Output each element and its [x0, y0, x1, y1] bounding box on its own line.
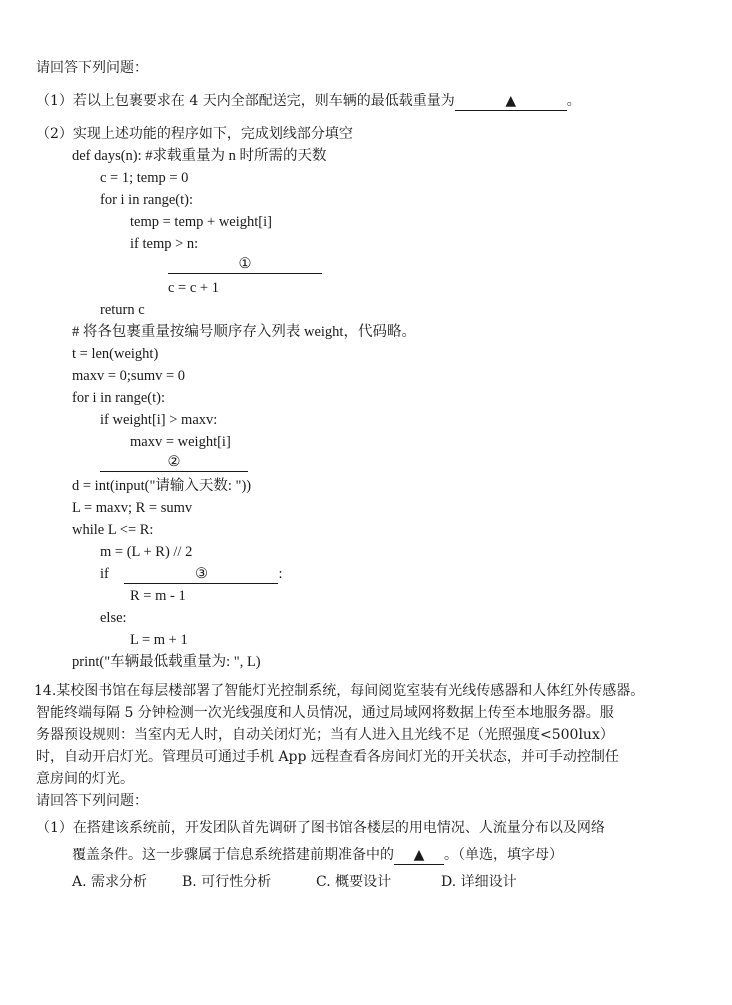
code-line: temp = temp + weight[i]: [130, 214, 272, 230]
code-blank-1[interactable]: [168, 254, 322, 274]
question-text: （1）若以上包裹要求在 4 天内全部配送完，则车辆的最低载重量为: [36, 93, 455, 109]
code-line: m = (L + R) // 2: [100, 544, 193, 560]
option-c[interactable]: C. 概要设计: [316, 874, 392, 890]
question-14-stem: 智能终端每隔 5 分钟检测一次光线强度和人员情况，通过局域网将数据上传至本地服务器。服: [36, 705, 614, 721]
answer-options: [72, 872, 517, 892]
code-line: while L <= R:: [72, 522, 154, 538]
code-line: if temp > n:: [130, 236, 199, 252]
question-14-1-cont: [72, 845, 563, 865]
code-line: t = len(weight): [72, 346, 159, 362]
question-text: 覆盖条件。这一步骤属于信息系统搭建前期准备中的: [72, 847, 394, 863]
answer-prompt: 请回答下列问题：: [36, 793, 148, 809]
code-line: L = maxv; R = sumv: [72, 500, 193, 516]
question-end: 。（单选，填字母）: [444, 847, 563, 863]
option-a[interactable]: A. 需求分析: [72, 874, 148, 890]
code-line: if weight[i] > maxv:: [100, 412, 218, 428]
code-line: for i in range(t):: [100, 192, 194, 208]
code-line: else:: [100, 610, 127, 626]
question-14-stem: 意房间的灯光。: [36, 771, 134, 787]
question-13-2: （2）实现上述功能的程序如下，完成划线部分填空: [36, 126, 353, 142]
answer-blank[interactable]: ▲: [394, 847, 444, 865]
blank-marker-2: ②: [100, 454, 248, 472]
code-line: d = int(input("请输入天数: ")): [72, 478, 252, 494]
question-14-stem: 时，自动开启灯光。管理员可通过手机 App 远程查看各房间灯光的开关状态，并可手动控制任: [36, 749, 619, 765]
code-line: maxv = 0;sumv = 0: [72, 368, 186, 384]
code-blank-3[interactable]: ③: [124, 566, 278, 584]
code-line: c = c + 1: [168, 280, 219, 296]
code-line: c = 1; temp = 0: [100, 170, 189, 186]
question-14-stem: 14.某校图书馆在每层楼部署了智能灯光控制系统，每间阅览室装有光线传感器和人体红外传感器。: [34, 683, 645, 699]
code-line: maxv = weight[i]: [130, 434, 231, 450]
code-line: for i in range(t):: [72, 390, 166, 406]
option-b[interactable]: B. 可行性分析: [182, 874, 272, 890]
code-if-line: [100, 564, 283, 584]
code-line: return c: [100, 302, 145, 318]
answer-prompt: 请回答下列问题：: [36, 60, 148, 76]
code-blank-2[interactable]: [100, 452, 248, 472]
blank-marker-1: ①: [168, 256, 322, 274]
question-13-1: [36, 91, 581, 111]
code-line: print("车辆最低载重量为: ", L): [72, 654, 261, 670]
option-d[interactable]: D. 详细设计: [441, 874, 517, 890]
answer-blank[interactable]: ▲: [455, 93, 567, 111]
code-line: R = m - 1: [130, 588, 186, 604]
code-keyword-if: if: [100, 566, 109, 582]
code-colon: :: [278, 566, 283, 582]
code-line: L = m + 1: [130, 632, 188, 648]
code-line: def days(n): #求载重量为 n 时所需的天数: [72, 148, 327, 164]
question-14-stem: 务器预设规则：当室内无人时，自动关闭灯光；当有人进入且光线不足（光照强度<500lux）: [36, 727, 614, 743]
question-14-1: （1）在搭建该系统前，开发团队首先调研了图书馆各楼层的用电情况、人流量分布以及网络: [36, 820, 605, 836]
question-end: 。: [566, 93, 581, 109]
code-comment: # 将各包裹重量按编号顺序存入列表 weight，代码略。: [72, 324, 416, 340]
